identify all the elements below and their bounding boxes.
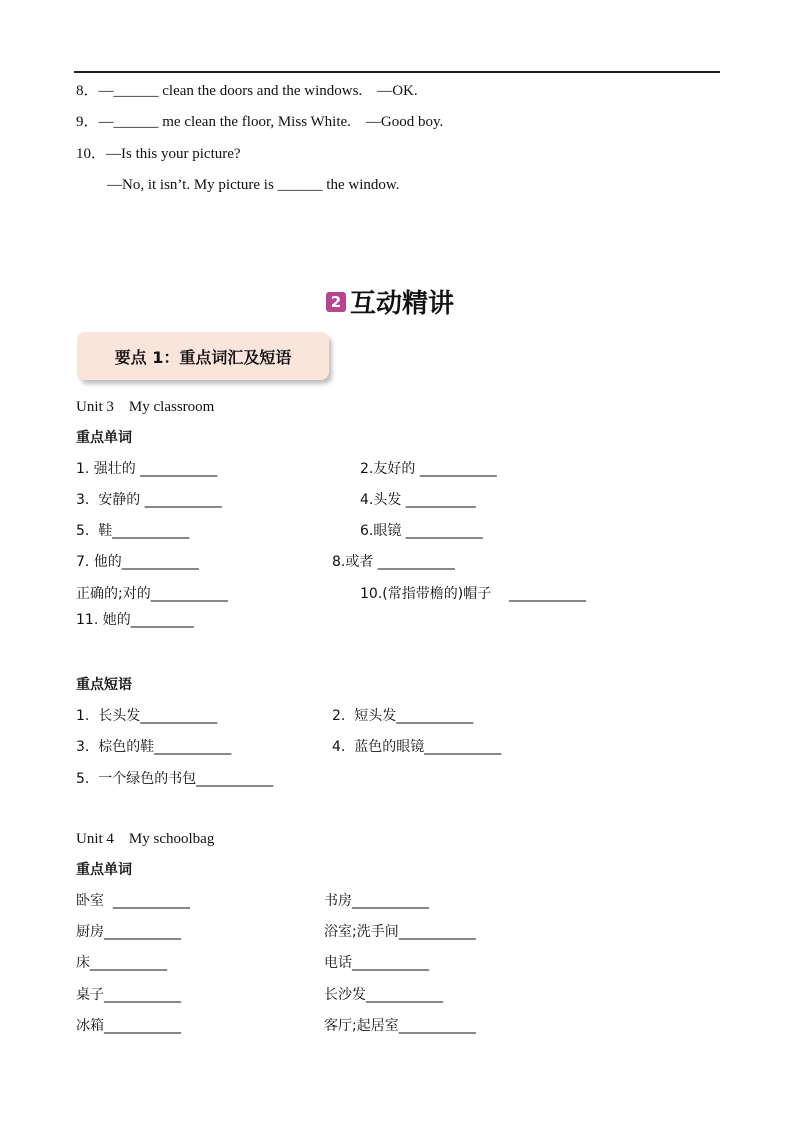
unit4-word-item: 冰箱___________ <box>76 1018 181 1034</box>
unit4-word-item: 桌子___________ <box>76 987 181 1003</box>
unit3-phrase-item: 5. 一个绿色的书包___________ <box>76 771 274 787</box>
unit3-word-item: 2.友好的 ___________ <box>360 461 497 477</box>
keypoint-box <box>77 332 329 380</box>
unit3-phrase-item: 3. 棕色的鞋___________ <box>76 739 232 755</box>
unit3-word-item: 7. 他的___________ <box>76 554 199 570</box>
unit3-words-heading: 重点单词 <box>76 430 132 446</box>
exercise-10-question: 10．—Is this your picture? <box>76 146 241 162</box>
unit4-title: Unit 4 My schoolbag <box>76 831 215 847</box>
unit4-word-item: 卧室 ___________ <box>76 893 190 909</box>
unit3-word-item: 5. 鞋___________ <box>76 523 190 539</box>
unit3-title: Unit 3 My classroom <box>76 399 215 415</box>
exercise-10-answer: —No, it isn’t. My picture is ______ the window. <box>107 177 400 193</box>
unit3-word-item: 4.头发 __________ <box>360 492 476 508</box>
unit4-word-item: 电话___________ <box>324 955 429 971</box>
unit4-word-item: 浴室;洗手间___________ <box>324 924 476 940</box>
section-number-badge: 2 <box>326 292 346 312</box>
top-rule <box>74 71 720 73</box>
keypoint-label: 要点 1：重点词汇及短语 <box>114 347 292 367</box>
exercise-8: 8．—______ clean the doors and the windows. —OK. <box>76 83 418 99</box>
unit4-word-item: 厨房___________ <box>76 924 181 940</box>
unit3-word-item: 11. 她的_________ <box>76 612 194 628</box>
section-title: 互动精讲 <box>350 288 455 319</box>
section-heading <box>326 284 454 318</box>
unit3-phrase-item: 2. 短头发___________ <box>332 708 474 724</box>
unit4-word-item: 长沙发___________ <box>324 987 443 1003</box>
unit3-word-item: 10.(常指带檐的)帽子 ___________ <box>360 586 586 602</box>
exercise-9: 9．—______ me clean the floor, Miss White. —Good boy. <box>76 114 444 130</box>
unit4-word-item: 床___________ <box>76 955 167 971</box>
unit3-phrase-item: 4. 蓝色的眼镜___________ <box>332 739 502 755</box>
unit4-words-heading: 重点单词 <box>76 862 132 878</box>
unit3-word-item: 1. 强壮的 ___________ <box>76 461 218 477</box>
unit3-word-item: 正确的;对的___________ <box>76 586 228 602</box>
unit3-word-item: 6.眼镜 ___________ <box>360 523 483 539</box>
unit3-phrase-item: 1. 长头发___________ <box>76 708 218 724</box>
unit3-phrases-heading: 重点短语 <box>76 677 132 693</box>
unit3-word-item: 3. 安静的 ___________ <box>76 492 222 508</box>
unit4-word-item: 书房___________ <box>324 893 429 909</box>
unit3-word-item: 8.或者 ___________ <box>332 554 455 570</box>
unit4-word-item: 客厅;起居室___________ <box>324 1018 476 1034</box>
